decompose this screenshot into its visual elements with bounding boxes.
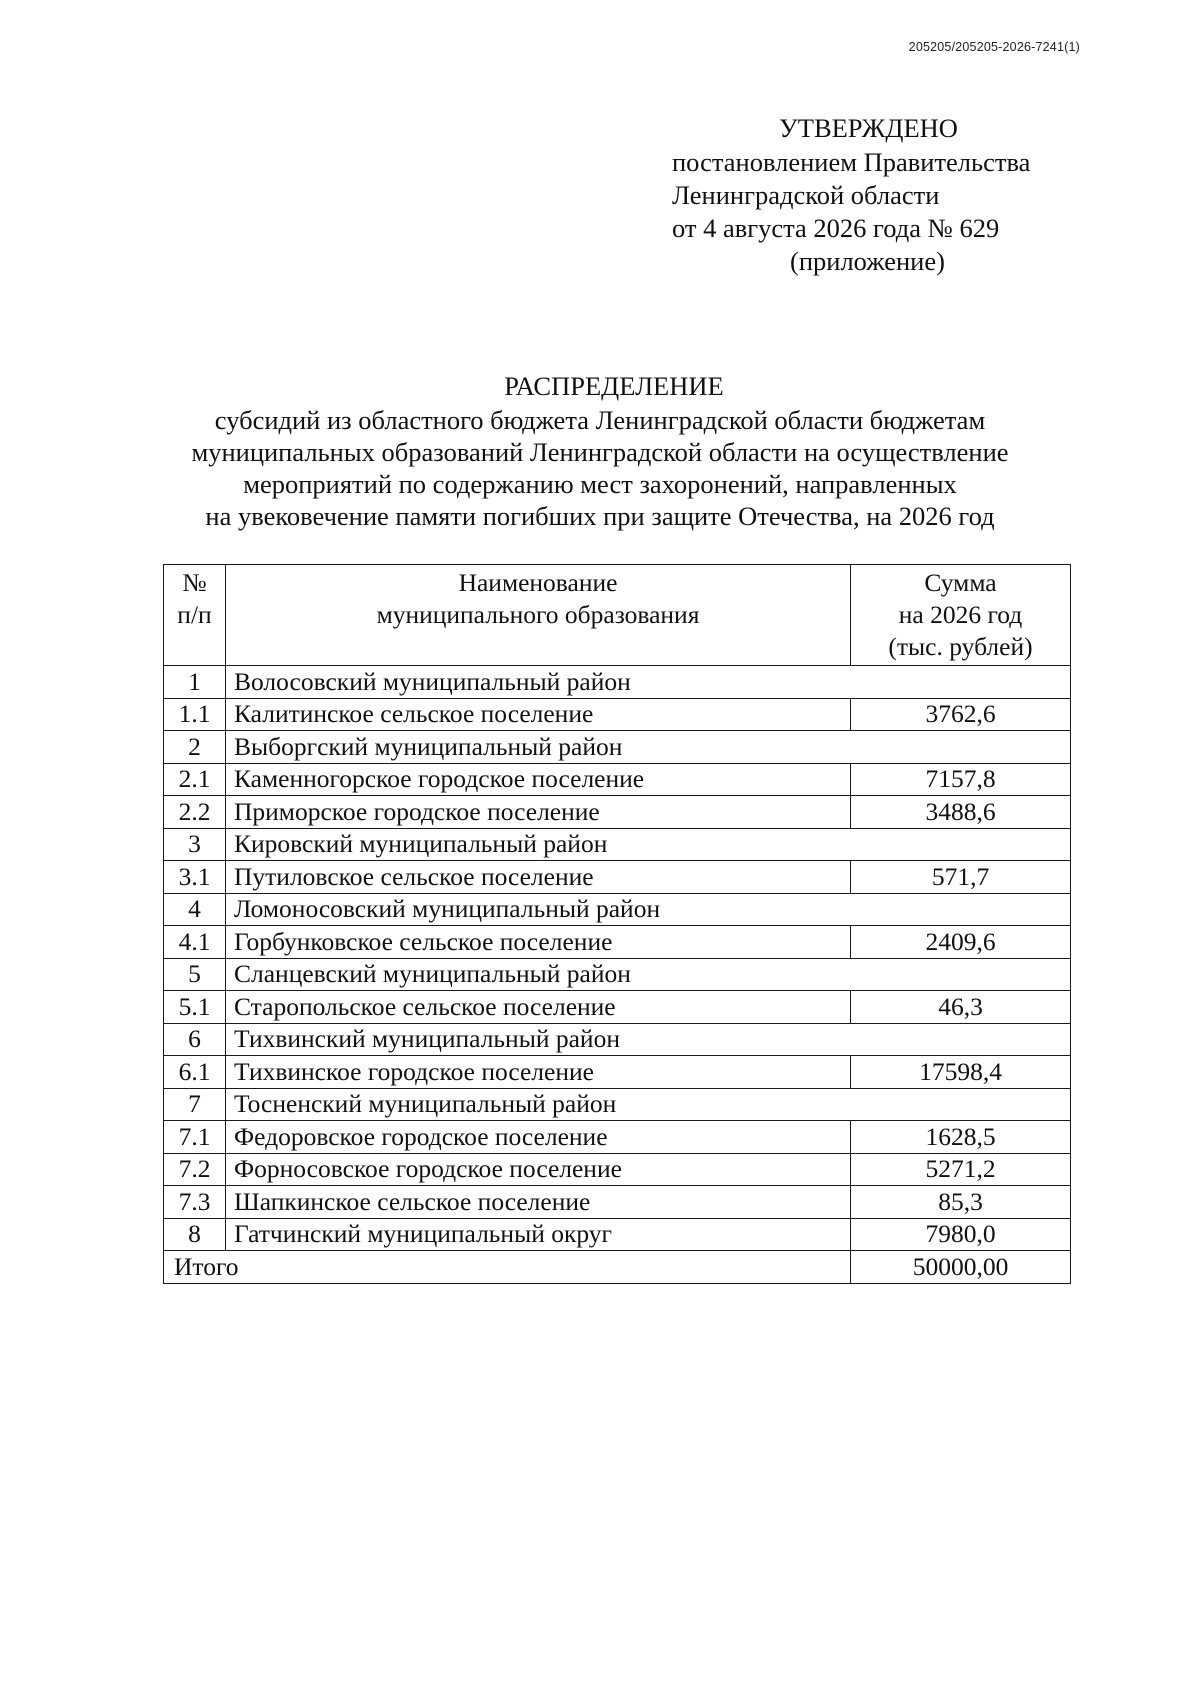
row-sum: 7980,0: [851, 1218, 1071, 1251]
table-row: [164, 731, 1071, 764]
document-subtitle-line: мероприятий по содержанию мест захоронений, направленных: [243, 469, 957, 499]
header-sum: [851, 565, 1071, 666]
table-row: [164, 1088, 1071, 1121]
row-number: 7: [164, 1088, 226, 1121]
row-number: 7.1: [164, 1121, 226, 1154]
row-sum: [851, 731, 1071, 764]
row-sum: [851, 828, 1071, 861]
row-number: 5.1: [164, 991, 226, 1024]
table-total-row: [164, 1251, 1071, 1284]
row-name: Ломоносовский муниципальный район: [226, 893, 851, 926]
row-sum: 1628,5: [851, 1121, 1071, 1154]
header-sum-line: Сумма: [924, 568, 997, 597]
row-number: 2.2: [164, 796, 226, 829]
table-row: [164, 763, 1071, 796]
table-row: [164, 1153, 1071, 1186]
table-row: [164, 926, 1071, 959]
document-subtitle-line: субсидий из областного бюджета Ленинградской области бюджетам: [214, 405, 986, 435]
row-number: 2.1: [164, 763, 226, 796]
row-number: 8: [164, 1218, 226, 1251]
row-sum: 17598,4: [851, 1056, 1071, 1089]
document-id: 205205/205205-2026-7241(1): [908, 40, 1080, 54]
table-row: [164, 1121, 1071, 1154]
table-row: [164, 991, 1071, 1024]
approval-line-1: постановлением Правительства: [672, 147, 1031, 177]
row-name: Сланцевский муниципальный район: [226, 958, 851, 991]
row-number: 1.1: [164, 698, 226, 731]
table-row: [164, 1186, 1071, 1219]
row-name: Путиловское сельское поселение: [226, 861, 851, 894]
table-row: [164, 828, 1071, 861]
header-sum-line: на 2026 год: [898, 600, 1023, 629]
approval-appendix: (приложение): [790, 246, 945, 276]
row-name: Кировский муниципальный район: [226, 828, 851, 861]
row-name: Форносовское городское поселение: [226, 1153, 851, 1186]
row-sum: 3762,6: [851, 698, 1071, 731]
row-number: 3: [164, 828, 226, 861]
header-name-line: муниципального образования: [376, 600, 700, 629]
header-number: [164, 565, 226, 666]
table-row: [164, 1056, 1071, 1089]
header-name-line: Наименование: [458, 568, 618, 597]
row-name: Каменногорское городское поселение: [226, 763, 851, 796]
row-number: 1: [164, 666, 226, 699]
row-number: 6.1: [164, 1056, 226, 1089]
row-name: Тихвинское городское поселение: [226, 1056, 851, 1089]
row-number: 3.1: [164, 861, 226, 894]
row-name: Старопольское сельское поселение: [226, 991, 851, 1024]
row-sum: 5271,2: [851, 1153, 1071, 1186]
row-name: Приморское городское поселение: [226, 796, 851, 829]
approval-line-3: от 4 августа 2026 года № 629: [672, 213, 1000, 243]
row-sum: [851, 1023, 1071, 1056]
table-row: [164, 893, 1071, 926]
row-sum: 7157,8: [851, 763, 1071, 796]
header-number-line: №: [182, 568, 207, 597]
table-row: [164, 1023, 1071, 1056]
row-number: 4: [164, 893, 226, 926]
row-sum: 2409,6: [851, 926, 1071, 959]
row-sum: 3488,6: [851, 796, 1071, 829]
row-number: 7.3: [164, 1186, 226, 1219]
table-header-row: [164, 565, 1071, 666]
row-name: Калитинское сельское поселение: [226, 698, 851, 731]
row-name: Выборгский муниципальный район: [226, 731, 851, 764]
row-name: Горбунковское сельское поселение: [226, 926, 851, 959]
table-row: [164, 796, 1071, 829]
row-name: Федоровское городское поселение: [226, 1121, 851, 1154]
row-name: Гатчинский муниципальный округ: [226, 1218, 851, 1251]
table-row: [164, 1218, 1071, 1251]
header-number-line: п/п: [177, 600, 212, 629]
approval-title: УТВЕРЖДЕНО: [779, 113, 958, 143]
document-heading: [0, 370, 1200, 532]
header-name: [226, 565, 851, 666]
header-sum-line: (тыс. рублей): [888, 632, 1033, 661]
total-sum: 50000,00: [851, 1251, 1071, 1284]
row-sum: 571,7: [851, 861, 1071, 894]
row-sum: [851, 958, 1071, 991]
distribution-table: [163, 564, 1071, 1284]
total-label: Итого: [164, 1251, 851, 1284]
approval-line-2: Ленинградской области: [672, 180, 940, 210]
row-number: 7.2: [164, 1153, 226, 1186]
row-sum: 46,3: [851, 991, 1071, 1024]
row-number: 2: [164, 731, 226, 764]
row-sum: [851, 666, 1071, 699]
row-number: 5: [164, 958, 226, 991]
document-title: РАСПРЕДЕЛЕНИЕ: [504, 371, 724, 401]
table-row: [164, 958, 1071, 991]
row-name: Волосовский муниципальный район: [226, 666, 851, 699]
row-name: Тосненский муниципальный район: [226, 1088, 851, 1121]
row-sum: [851, 1088, 1071, 1121]
row-sum: [851, 893, 1071, 926]
row-number: 4.1: [164, 926, 226, 959]
row-name: Шапкинское сельское поселение: [226, 1186, 851, 1219]
table-row: [164, 698, 1071, 731]
table-row: [164, 861, 1071, 894]
table-row: [164, 666, 1071, 699]
row-name: Тихвинский муниципальный район: [226, 1023, 851, 1056]
row-number: 6: [164, 1023, 226, 1056]
document-subtitle-line: на увековечение памяти погибших при защите Отечества, на 2026 год: [205, 501, 995, 531]
document-subtitle-line: муниципальных образований Ленинградской области на осуществление: [191, 437, 1009, 467]
approval-stamp: [672, 112, 1030, 278]
row-sum: 85,3: [851, 1186, 1071, 1219]
